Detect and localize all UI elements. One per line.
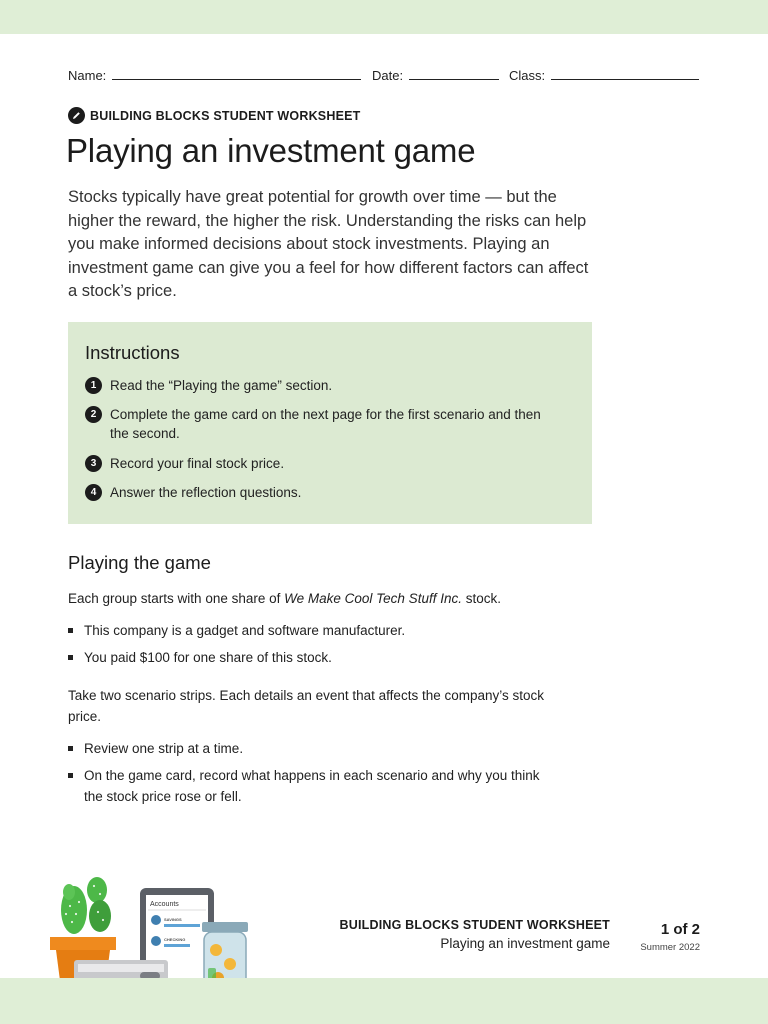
footer-kicker: BUILDING BLOCKS STUDENT WORKSHEET <box>339 918 610 932</box>
bottom-band <box>0 978 768 1024</box>
page-title: Playing an investment game <box>66 132 476 169</box>
list-item <box>68 738 548 759</box>
step-text: Answer the reflection questions. <box>110 485 302 500</box>
page-number: 1 of 2 <box>660 921 700 938</box>
playing-heading: Playing the game <box>68 552 211 573</box>
kicker-text: BUILDING BLOCKS STUDENT WORKSHEET <box>90 108 361 123</box>
name-field[interactable] <box>68 66 361 83</box>
class-label: Class: <box>509 68 546 83</box>
savings-label: SAVINGS <box>164 917 182 922</box>
class-line[interactable] <box>551 66 699 80</box>
edition-date: Summer 2022 <box>640 942 700 953</box>
list-item <box>68 647 548 668</box>
bullet-text: This company is a gadget and software manufacturer. <box>84 623 406 638</box>
footer-info <box>340 918 611 951</box>
company-name: We Make Cool Tech Stuff Inc. <box>284 591 462 606</box>
date-label: Date: <box>372 68 404 83</box>
cactus-icon <box>61 877 111 934</box>
date-field[interactable] <box>372 66 499 83</box>
bullet-text: On the game card, record what happens in each scenario and why you think the stock price rose or fell. <box>84 768 540 804</box>
list-item <box>68 765 548 807</box>
step-text: Record your final stock price. <box>110 456 285 471</box>
step-number: 3 <box>85 455 102 472</box>
step-number: 2 <box>85 406 102 423</box>
bullet-marker <box>68 773 73 778</box>
accounts-title: Accounts <box>150 901 179 908</box>
instruction-step <box>85 405 555 443</box>
instruction-step <box>85 454 555 473</box>
list-item <box>68 620 548 641</box>
instruction-step <box>85 376 555 395</box>
instructions-heading: Instructions <box>85 342 180 363</box>
step-text: Read the “Playing the game” section. <box>110 378 333 393</box>
top-band <box>0 0 768 34</box>
bullet-marker <box>68 746 73 751</box>
step-number: 1 <box>85 377 102 394</box>
playing-paragraph-1 <box>68 588 548 609</box>
class-field[interactable] <box>509 66 699 83</box>
footer-title: Playing an investment game <box>440 936 610 951</box>
pencil-icon <box>68 107 85 124</box>
instruction-step <box>85 483 555 502</box>
step-text: Complete the game card on the next page for the first scenario and then the second. <box>110 407 541 441</box>
bullet-marker <box>68 655 73 660</box>
playing-paragraph-2: Take two scenario strips. Each details an event that affects the company’s stock price. <box>68 688 545 724</box>
para1-prefix: Each group starts with one share of <box>68 591 285 606</box>
name-line[interactable] <box>112 66 361 80</box>
instructions-box <box>68 322 592 524</box>
name-label: Name: <box>68 68 107 83</box>
intro-paragraph: Stocks typically have great potential for growth over time — but the higher the reward, the higher the risk. Understanding the risks can help you make informed decisions about stock investments. Playing an investment game can give you a feel for how different factors can affect a stock’s price. <box>68 188 589 300</box>
date-line[interactable] <box>409 66 499 80</box>
checking-label: CHECKING <box>164 937 186 942</box>
bullet-text: Review one strip at a time. <box>84 741 244 756</box>
bullet-marker <box>68 628 73 633</box>
worksheet-kicker <box>68 107 361 124</box>
step-number: 4 <box>85 484 102 501</box>
para1-suffix: stock. <box>461 591 501 606</box>
bullet-text: You paid $100 for one share of this stock. <box>84 650 332 665</box>
